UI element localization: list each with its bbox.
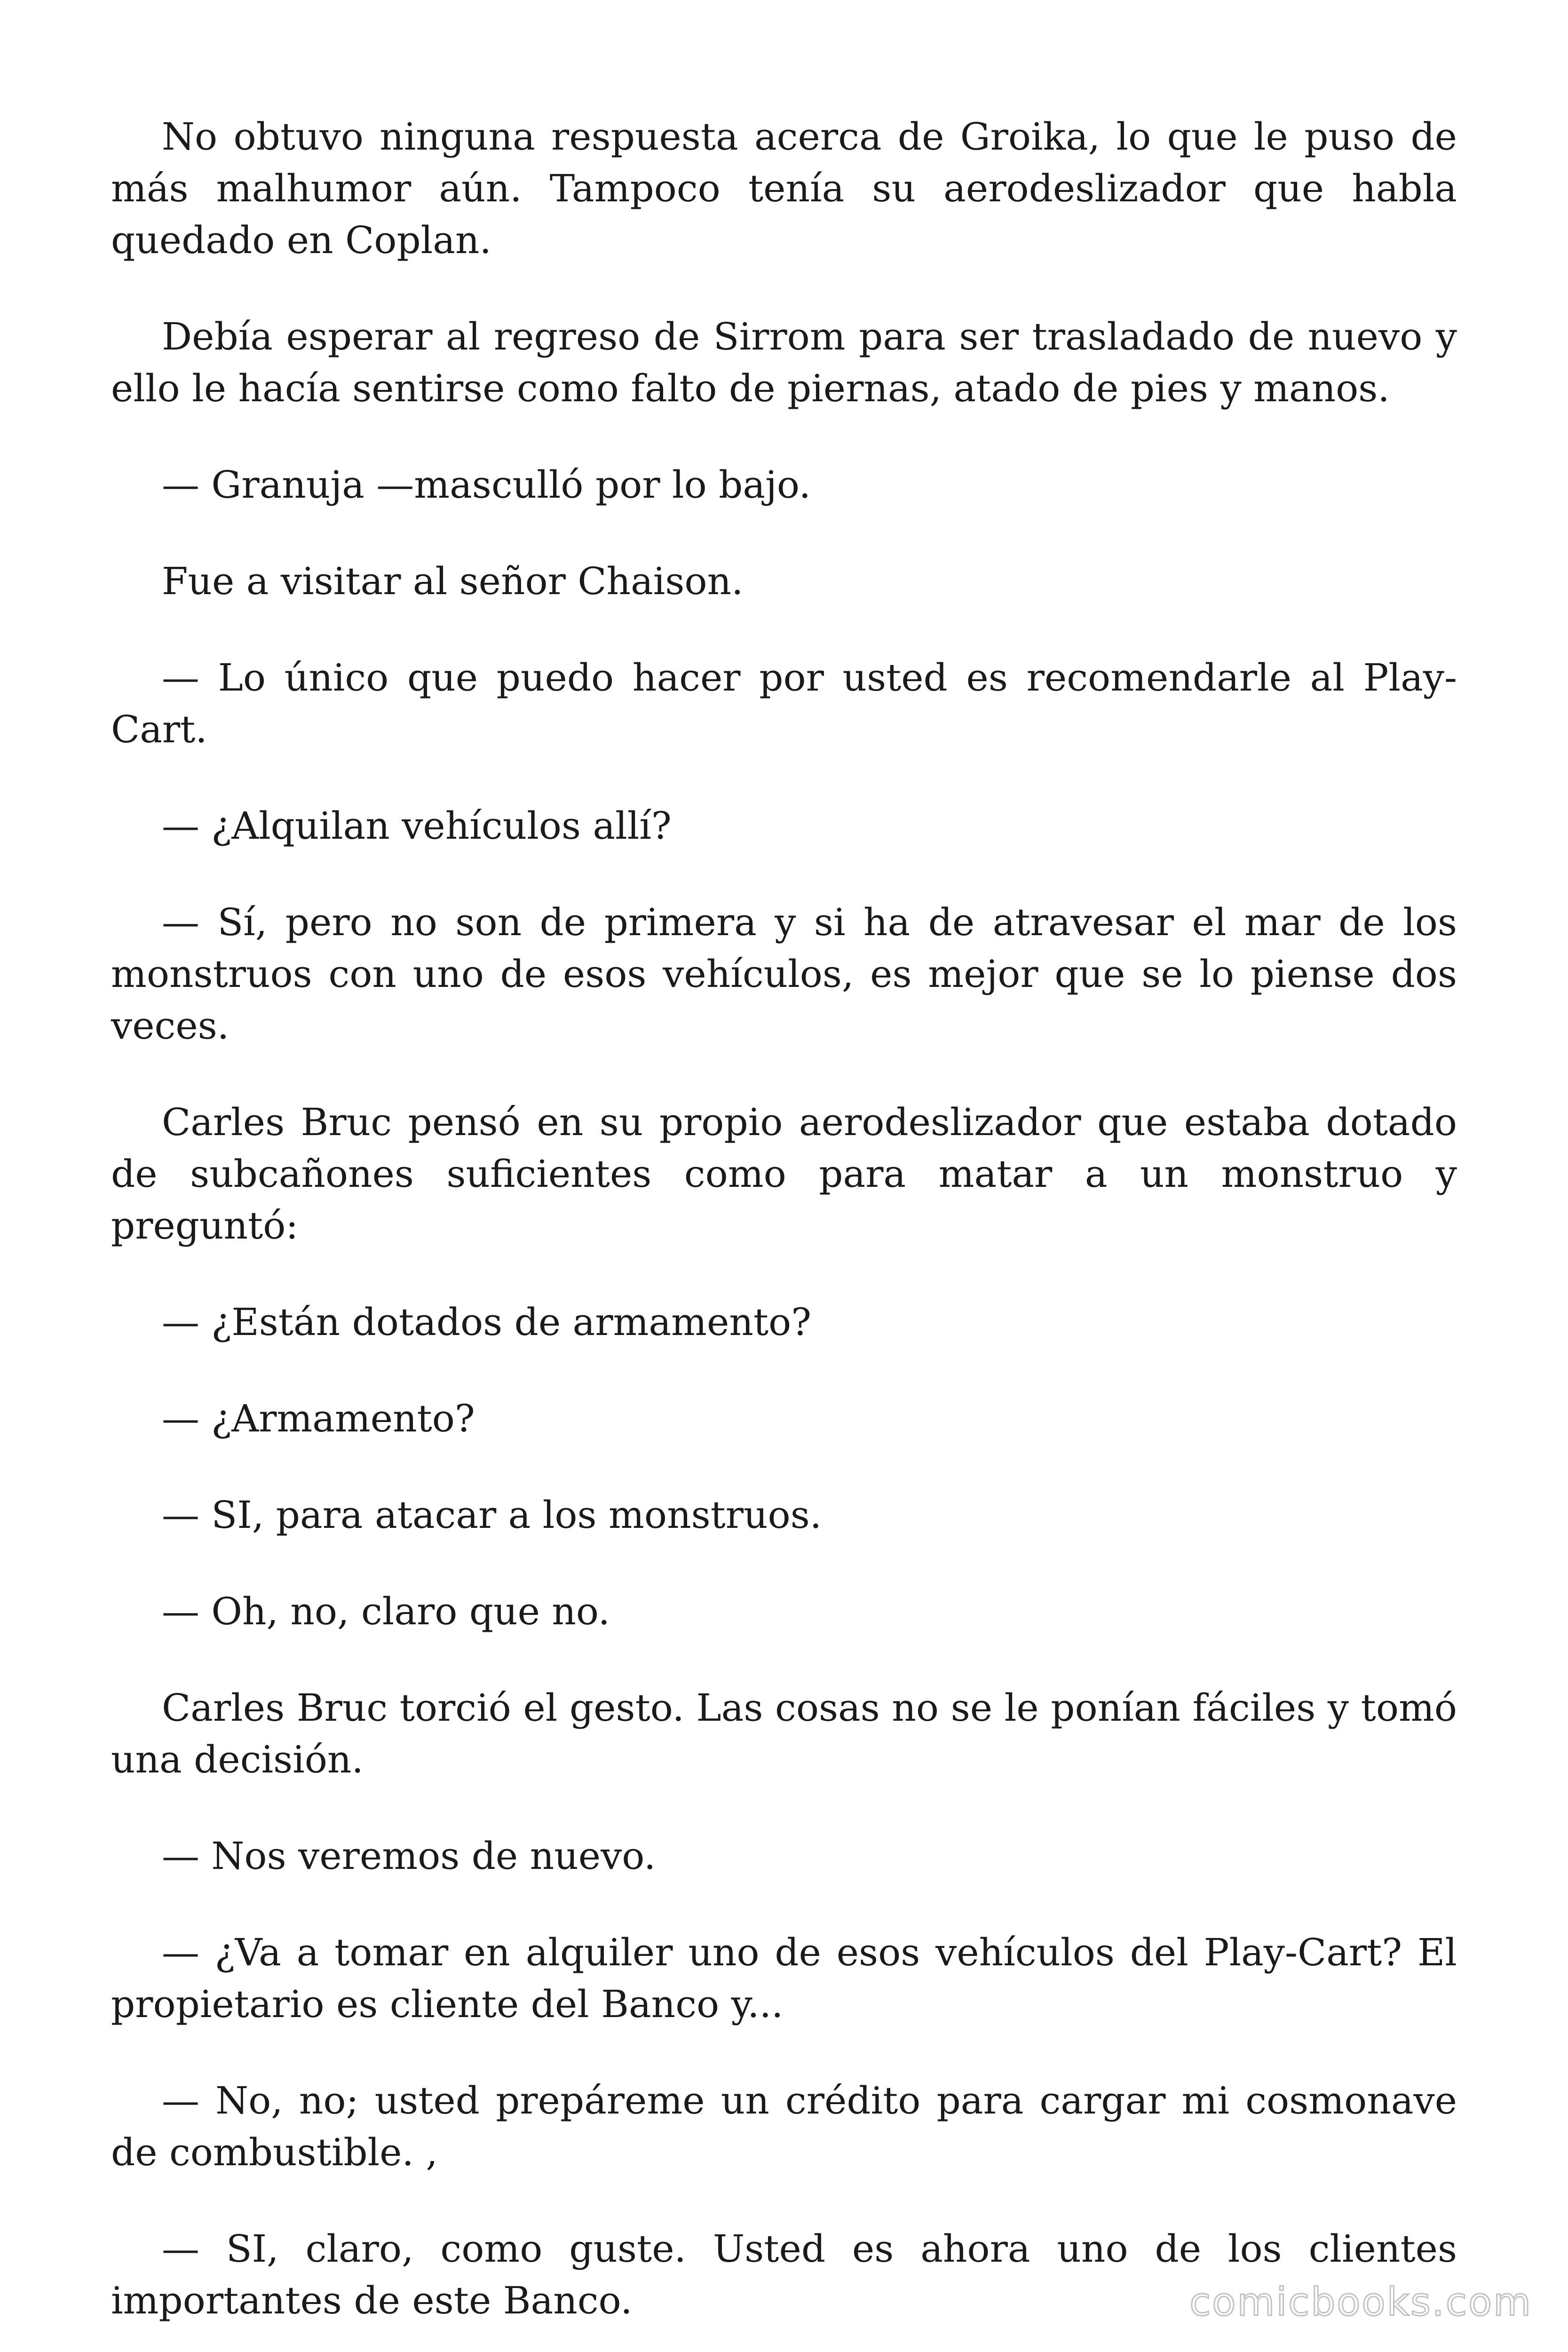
paragraph-14: — Nos veremos de nuevo. [162, 1834, 656, 1878]
paragraph-15: — ¿Va a tomar en alquiler uno de esos vehículos del Play-Cart? El propietario es cliente del Banco y... [111, 1931, 1457, 2026]
paragraph-12: — Oh, no, claro que no. [162, 1589, 610, 1633]
paragraph-7: — Sí, pero no son de primera y si ha de atravesar el mar de los monstruos con uno de esos vehículos, es mejor que se lo piense dos veces. [111, 900, 1457, 1048]
paragraph-1: No obtuvo ninguna respuesta acerca de Groika, lo que le puso de más malhumor aún. Tampoco tenía su aerodeslizador que habla quedado en Coplan. [111, 115, 1457, 262]
watermark-text: comicbooks.com [1189, 2280, 1532, 2325]
paragraph-16: — No, no; usted prepáreme un crédito para cargar mi cosmonave de combustible. , [111, 2079, 1457, 2174]
paragraph-17: — SI, claro, como guste. Usted es ahora uno de los clientes importantes de este Banco. [111, 2227, 1457, 2322]
paragraph-10: — ¿Armamento? [162, 1397, 475, 1440]
paragraph-6: — ¿Alquilan vehículos allí? [162, 804, 672, 848]
paragraph-4: Fue a visitar al señor Chaison. [162, 559, 744, 603]
paragraph-8: Carles Bruc pensó en su propio aerodeslizador que estaba dotado de subcañones suficientes como para matar a un monstruo y preguntó: [111, 1100, 1457, 1248]
paragraph-3: — Granuja —mascullό por lo bajo. [162, 463, 811, 507]
paragraph-9: — ¿Están dotados de armamento? [162, 1300, 812, 1344]
document-page [111, 111, 1457, 2352]
paragraph-2: Debía esperar al regreso de Sirrom para ser trasladado de nuevo y ello le hacía sentirse como falto de piernas, atado de pies y manos. [111, 315, 1457, 410]
paragraph-11: — SI, para atacar a los monstruos. [162, 1493, 822, 1537]
paragraph-13: Carles Bruc torció el gesto. Las cosas no se le ponían fáciles y tomó una decisión. [111, 1686, 1457, 1781]
paragraph-5: — Lo único que puedo hacer por usted es recomendarle al Play-Cart. [111, 656, 1457, 751]
